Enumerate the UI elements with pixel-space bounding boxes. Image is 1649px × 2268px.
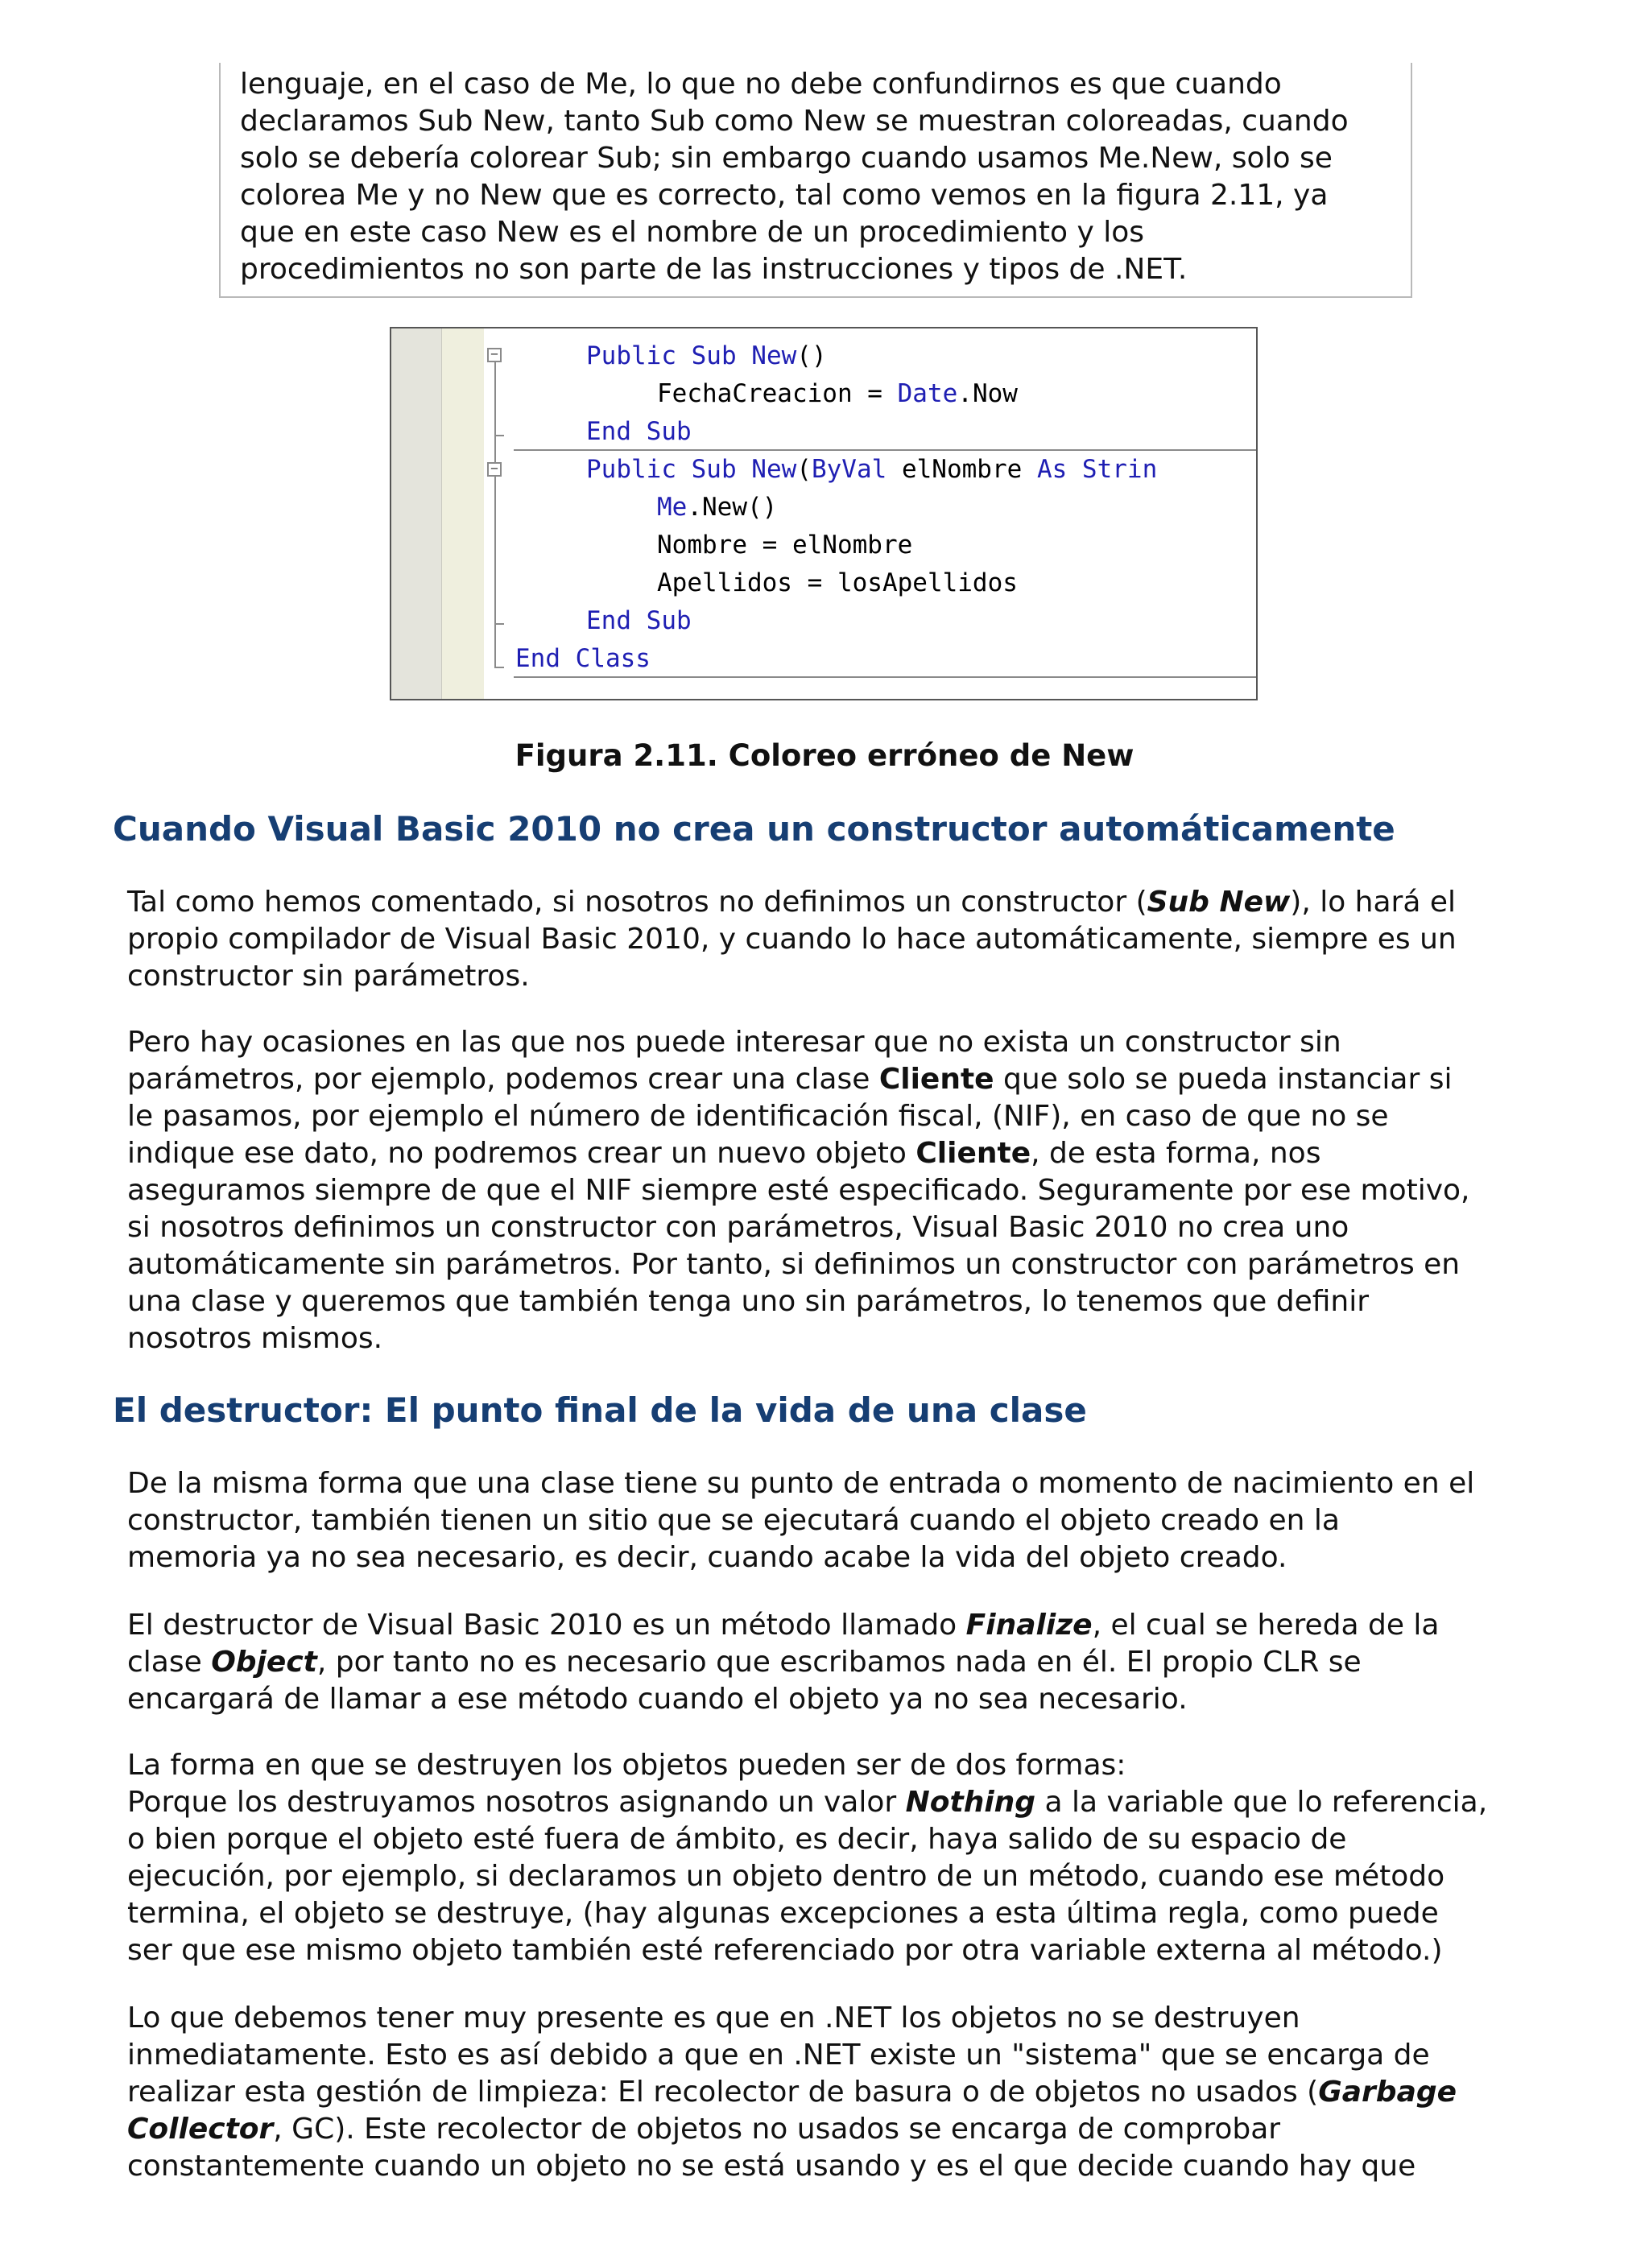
section-heading: El destructor: El punto final de la vida de una clase — [113, 1390, 1087, 1430]
text-line: o bien porque el objeto esté fuera de ámbito, es decir, haya salido de su espacio de — [127, 1823, 1347, 1856]
section-heading: Cuando Visual Basic 2010 no crea un constructor automáticamente — [113, 809, 1395, 849]
outline-tick — [494, 623, 504, 625]
text-line: una clase y queremos que también tenga uno sin parámetros, lo tenemos que definir — [127, 1285, 1370, 1318]
collapse-icon: − — [487, 462, 502, 477]
method-separator — [514, 449, 1256, 451]
text-line: inmediatamente. Esto es así debido a que en .NET existe un "sistema" que se encarga de — [127, 2039, 1430, 2072]
text-line: constantemente cuando un objeto no se está usando y es el que decide cuando hay que — [127, 2150, 1416, 2183]
code-line: End Sub — [586, 417, 692, 446]
text-line: La forma en que se destruyen los objetos pueden ser de dos formas: — [127, 1749, 1126, 1782]
text-line: automáticamente sin parámetros. Por tanto, si definimos un constructor con parámetros en — [127, 1248, 1461, 1281]
text-line: si nosotros definimos un constructor con parámetros, Visual Basic 2010 no crea uno — [127, 1211, 1349, 1244]
text-line: clase Object, por tanto no es necesario que escribamos nada en él. El propio CLR se — [127, 1646, 1362, 1679]
text-line: constructor sin parámetros. — [127, 960, 530, 993]
code-line: End Sub — [586, 606, 692, 635]
text-line: aseguramos siempre de que el NIF siempre esté especificado. Seguramente por ese motivo, — [127, 1174, 1470, 1207]
collapse-icon: − — [487, 348, 502, 362]
text-line: Lo que debemos tener muy presente es que en .NET los objetos no se destruyen — [127, 2002, 1300, 2035]
code-line: End Class — [515, 644, 651, 673]
text-line: ser que ese mismo objeto también esté referenciado por otra variable externa al método.) — [127, 1934, 1443, 1967]
note-line: solo se debería colorear Sub; sin embargo cuando usamos Me.New, solo se — [240, 142, 1333, 175]
note-line: colorea Me y no New que es correcto, tal como vemos en la figura 2.11, ya — [240, 179, 1329, 212]
note-line: declaramos Sub New, tanto Sub como New se muestran coloreadas, cuando — [240, 105, 1349, 138]
paragraph — [127, 1607, 1625, 1718]
text-line: Collector, GC). Este recolector de objetos no usados se encarga de comprobar — [127, 2113, 1281, 2146]
text-line: ejecución, por ejemplo, si declaramos un objeto dentro de un método, cuando ese método — [127, 1860, 1445, 1893]
editor-margin — [391, 328, 441, 699]
paragraph — [127, 1024, 1625, 1357]
text-line: El destructor de Visual Basic 2010 es un método llamado Finalize, el cual se hereda de la — [127, 1609, 1440, 1642]
text-line: encargará de llamar a ese método cuando el objeto ya no sea necesario. — [127, 1683, 1188, 1716]
text-line: memoria ya no sea necesario, es decir, cuando acabe la vida del objeto creado. — [127, 1541, 1287, 1574]
text-line: Tal como hemos comentado, si nosotros no definimos un constructor (Sub New), lo hará el — [127, 886, 1457, 919]
note-line: lenguaje, en el caso de Me, lo que no debe confundirnos es que cuando — [240, 68, 1282, 101]
paragraph — [127, 2000, 1625, 2185]
code-screenshot-figure — [390, 327, 1258, 700]
paragraph — [127, 1465, 1625, 1576]
text-line: le pasamos, por ejemplo el número de identificación fiscal, (NIF), en caso de que no se — [127, 1100, 1389, 1133]
text-line: constructor, también tienen un sitio que se ejecutará cuando el objeto creado en la — [127, 1504, 1340, 1537]
text-line: Porque los destruyamos nosotros asignando un valor Nothing a la variable que lo referencia, — [127, 1786, 1488, 1819]
figure-caption: Figura 2.11. Coloreo erróneo de New — [515, 738, 1134, 773]
code-line: Public Sub New(ByVal elNombre As Strin — [586, 455, 1158, 484]
text-line: Pero hay ocasiones en las que nos puede interesar que no exista un constructor sin — [127, 1026, 1341, 1059]
outline-line — [494, 357, 496, 668]
code-line: Nombre = elNombre — [657, 531, 913, 560]
note-box — [219, 63, 1412, 298]
code-line: Me.New() — [657, 493, 778, 522]
text-line: De la misma forma que una clase tiene su punto de entrada o momento de nacimiento en el — [127, 1467, 1475, 1500]
outline-tick — [494, 667, 504, 668]
paragraph — [127, 884, 1625, 995]
code-line: Public Sub New() — [586, 341, 827, 370]
code-line: Apellidos = losApellidos — [657, 568, 1018, 597]
outline-tick — [494, 435, 504, 436]
text-line: nosotros mismos. — [127, 1322, 383, 1355]
note-line: procedimientos no son parte de las instrucciones y tipos de .NET. — [240, 253, 1188, 286]
code-line: FechaCreacion = Date.Now — [657, 379, 1018, 408]
method-separator — [514, 676, 1256, 678]
text-line: termina, el objeto se destruye, (hay algunas excepciones a esta última regla, como puede — [127, 1897, 1439, 1930]
text-line: indique ese dato, no podremos crear un nuevo objeto Cliente, de esta forma, nos — [127, 1137, 1321, 1170]
note-line: que en este caso New es el nombre de un procedimiento y los — [240, 216, 1144, 249]
text-line: parámetros, por ejemplo, podemos crear una clase Cliente que solo se pueda instanciar si — [127, 1063, 1453, 1096]
paragraph — [127, 1747, 1625, 1969]
text-line: propio compilador de Visual Basic 2010, y cuando lo hace automáticamente, siempre es un — [127, 923, 1457, 956]
editor-gutter — [441, 328, 484, 699]
text-line: realizar esta gestión de limpieza: El recolector de basura o de objetos no usados (Garbage — [127, 2076, 1457, 2109]
